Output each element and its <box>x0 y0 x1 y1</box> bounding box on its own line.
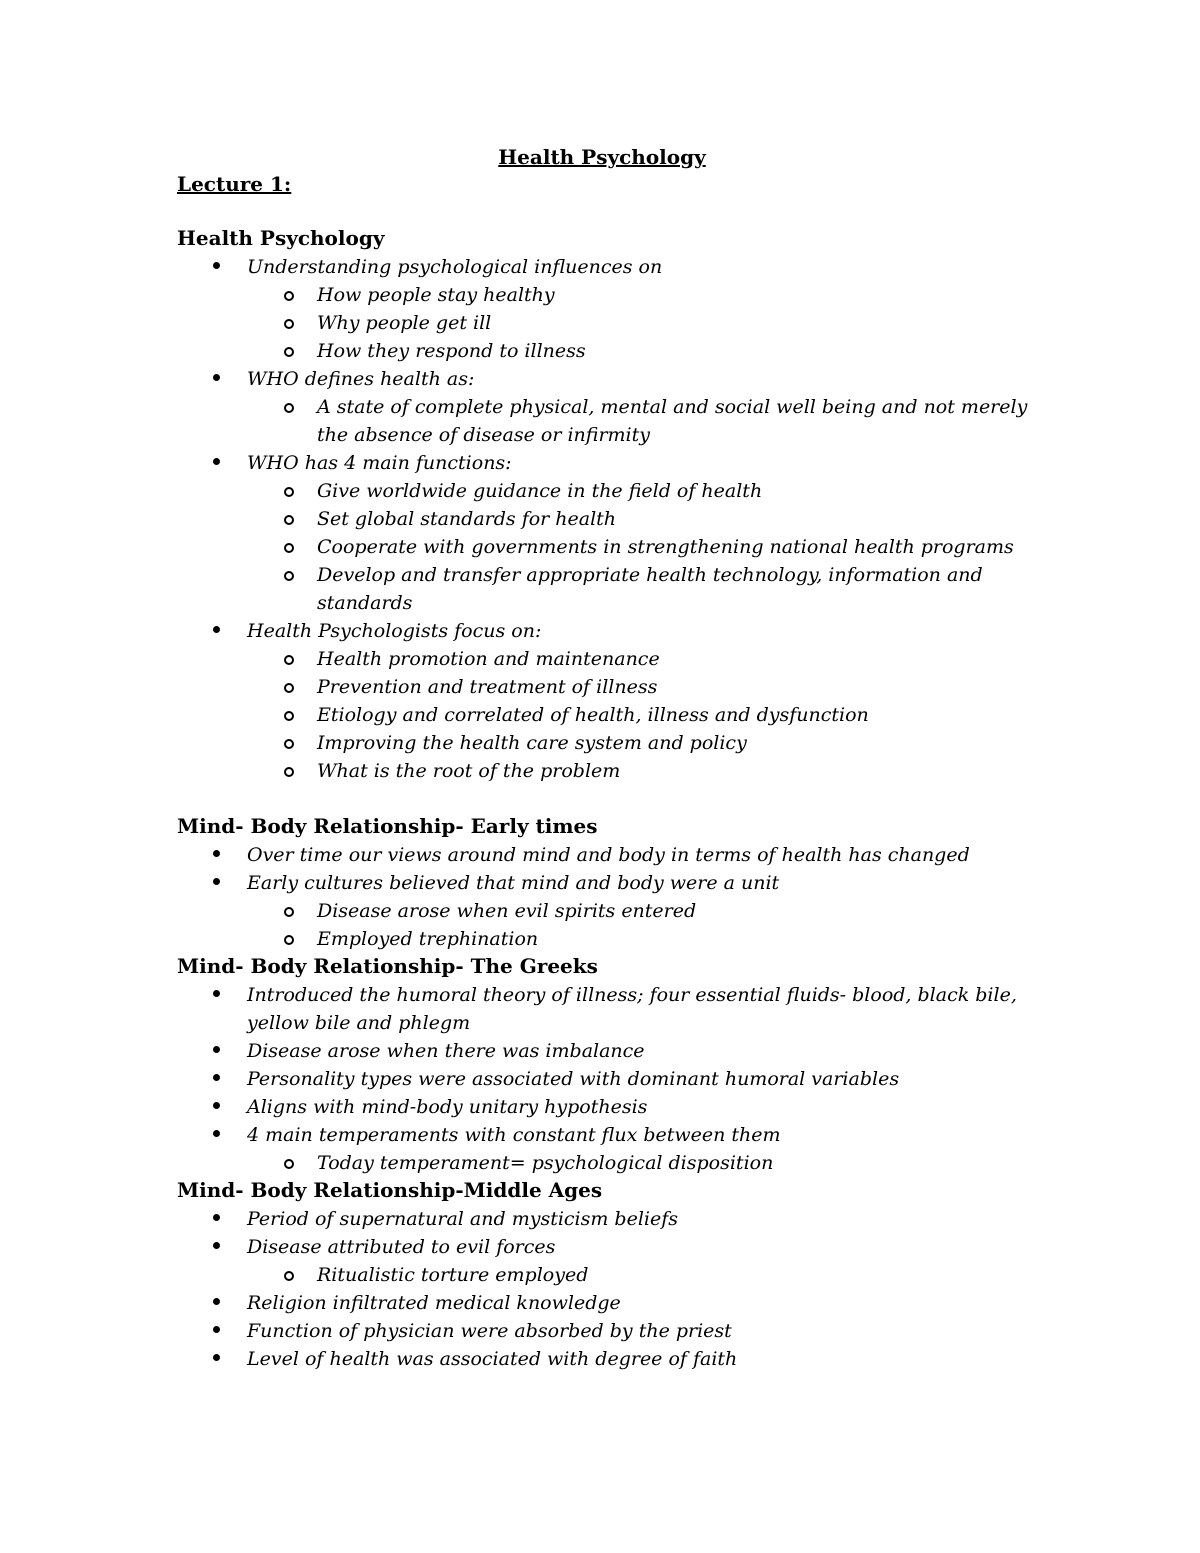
sub-bullet-text: Today temperament= psychological disposition <box>317 1152 774 1174</box>
bullet-circle-icon <box>284 739 294 749</box>
bullet-item <box>177 1345 1057 1373</box>
bullet-dot-icon <box>213 1326 220 1333</box>
bullet-text: Early cultures believed that mind and body were a unit <box>247 872 780 894</box>
bullet-text: 4 main temperaments with constant flux between them <box>247 1124 781 1146</box>
bullet-text: Understanding psychological influences on <box>247 256 663 278</box>
bullet-circle-icon <box>284 291 294 301</box>
bullet-item <box>177 365 1057 393</box>
bullet-dot-icon <box>213 1354 220 1361</box>
bullet-dot-icon <box>213 1130 220 1137</box>
bullet-circle-icon <box>284 1271 294 1281</box>
bullet-item <box>177 841 1057 869</box>
sub-bullet-item <box>177 393 1057 449</box>
sub-bullet-item <box>177 477 1057 505</box>
bullet-circle-icon <box>284 907 294 917</box>
bullet-dot-icon <box>213 850 220 857</box>
bullet-item <box>177 1233 1057 1261</box>
bullet-dot-icon <box>213 1046 220 1053</box>
sub-bullet-item <box>177 561 1057 617</box>
sub-bullet-text: Develop and transfer appropriate health technology, information and standards <box>317 564 983 614</box>
sub-bullet-item <box>177 757 1057 785</box>
sub-bullet-text: Ritualistic torture employed <box>317 1264 589 1286</box>
bullet-circle-icon <box>284 543 294 553</box>
sub-bullet-text: What is the root of the problem <box>317 760 621 782</box>
section-heading: Mind- Body Relationship- Early times <box>177 814 598 838</box>
bullet-text: WHO has 4 main functions: <box>247 452 512 474</box>
bullet-dot-icon <box>213 878 220 885</box>
bullet-item <box>177 981 1057 1037</box>
bullet-text: Aligns with mind-body unitary hypothesis <box>247 1096 648 1118</box>
sub-bullet-item <box>177 337 1057 365</box>
sub-bullet-text: Prevention and treatment of illness <box>317 676 658 698</box>
bullet-item <box>177 1205 1057 1233</box>
bullet-text: WHO defines health as: <box>247 368 475 390</box>
bullet-dot-icon <box>213 1242 220 1249</box>
bullet-circle-icon <box>284 767 294 777</box>
section-heading: Mind- Body Relationship-Middle Ages <box>177 1178 603 1202</box>
bullet-item <box>177 1065 1057 1093</box>
sub-bullet-item <box>177 897 1057 925</box>
section-heading: Health Psychology <box>177 226 385 250</box>
sub-bullet-text: A state of complete physical, mental and social well being and not merely the absence of disease or infirmity <box>317 396 1028 446</box>
bullet-text: Disease attributed to evil forces <box>247 1236 556 1258</box>
sub-bullet-text: Health promotion and maintenance <box>317 648 660 670</box>
sub-bullet-item <box>177 729 1057 757</box>
bullet-text: Level of health was associated with degree of faith <box>247 1348 738 1370</box>
sub-bullet-item <box>177 645 1057 673</box>
sub-bullet-text: Why people get ill <box>317 312 492 334</box>
sub-bullet-item <box>177 701 1057 729</box>
lecture-label: Lecture 1: <box>177 172 292 196</box>
bullet-item <box>177 1037 1057 1065</box>
bullet-text: Disease arose when there was imbalance <box>247 1040 645 1062</box>
bullet-text: Introduced the humoral theory of illness; four essential fluids- blood, black bile, yellow bile and phlegm <box>247 984 1017 1034</box>
bullet-circle-icon <box>284 711 294 721</box>
sub-bullet-text: Employed trephination <box>317 928 539 950</box>
sub-bullet-text: Give worldwide guidance in the field of health <box>317 480 763 502</box>
bullet-dot-icon <box>213 458 220 465</box>
sub-bullet-item <box>177 281 1057 309</box>
bullet-circle-icon <box>284 487 294 497</box>
bullet-circle-icon <box>284 319 294 329</box>
bullet-item <box>177 1289 1057 1317</box>
bullet-circle-icon <box>284 683 294 693</box>
sub-bullet-text: Etiology and correlated of health, illness and dysfunction <box>317 704 869 726</box>
bullet-item <box>177 1093 1057 1121</box>
bullet-circle-icon <box>284 1159 294 1169</box>
bullet-dot-icon <box>213 1102 220 1109</box>
bullet-text: Religion infiltrated medical knowledge <box>247 1292 621 1314</box>
sub-bullet-text: Cooperate with governments in strengthening national health programs <box>317 536 1014 558</box>
bullet-dot-icon <box>213 1298 220 1305</box>
bullet-dot-icon <box>213 626 220 633</box>
bullet-circle-icon <box>284 655 294 665</box>
bullet-dot-icon <box>213 1074 220 1081</box>
sub-bullet-item <box>177 925 1057 953</box>
section-heading: Mind- Body Relationship- The Greeks <box>177 954 598 978</box>
bullet-dot-icon <box>213 262 220 269</box>
sub-bullet-item <box>177 1261 1057 1289</box>
sub-bullet-text: How they respond to illness <box>317 340 586 362</box>
bullet-circle-icon <box>284 935 294 945</box>
sub-bullet-item <box>177 1149 1057 1177</box>
bullet-text: Personality types were associated with dominant humoral variables <box>247 1068 900 1090</box>
bullet-text: Function of physician were absorbed by the priest <box>247 1320 732 1342</box>
sub-bullet-text: How people stay healthy <box>317 284 555 306</box>
bullet-text: Period of supernatural and mysticism beliefs <box>247 1208 679 1230</box>
document-title: Health Psychology <box>498 145 706 169</box>
sub-bullet-item <box>177 309 1057 337</box>
bullet-item <box>177 869 1057 897</box>
notes-body <box>177 225 1057 1373</box>
bullet-circle-icon <box>284 515 294 525</box>
sub-bullet-text: Set global standards for health <box>317 508 617 530</box>
bullet-circle-icon <box>284 403 294 413</box>
bullet-item <box>177 617 1057 645</box>
sub-bullet-item <box>177 505 1057 533</box>
bullet-item <box>177 1317 1057 1345</box>
bullet-text: Over time our views around mind and body in terms of health has changed <box>247 844 970 866</box>
sub-bullet-text: Improving the health care system and policy <box>317 732 747 754</box>
bullet-item <box>177 449 1057 477</box>
bullet-circle-icon <box>284 347 294 357</box>
bullet-item <box>177 253 1057 281</box>
bullet-dot-icon <box>213 1214 220 1221</box>
bullet-dot-icon <box>213 374 220 381</box>
bullet-item <box>177 1121 1057 1149</box>
sub-bullet-item <box>177 533 1057 561</box>
sub-bullet-item <box>177 673 1057 701</box>
bullet-dot-icon <box>213 990 220 997</box>
bullet-circle-icon <box>284 571 294 581</box>
bullet-text: Health Psychologists focus on: <box>247 620 542 642</box>
sub-bullet-text: Disease arose when evil spirits entered <box>317 900 697 922</box>
